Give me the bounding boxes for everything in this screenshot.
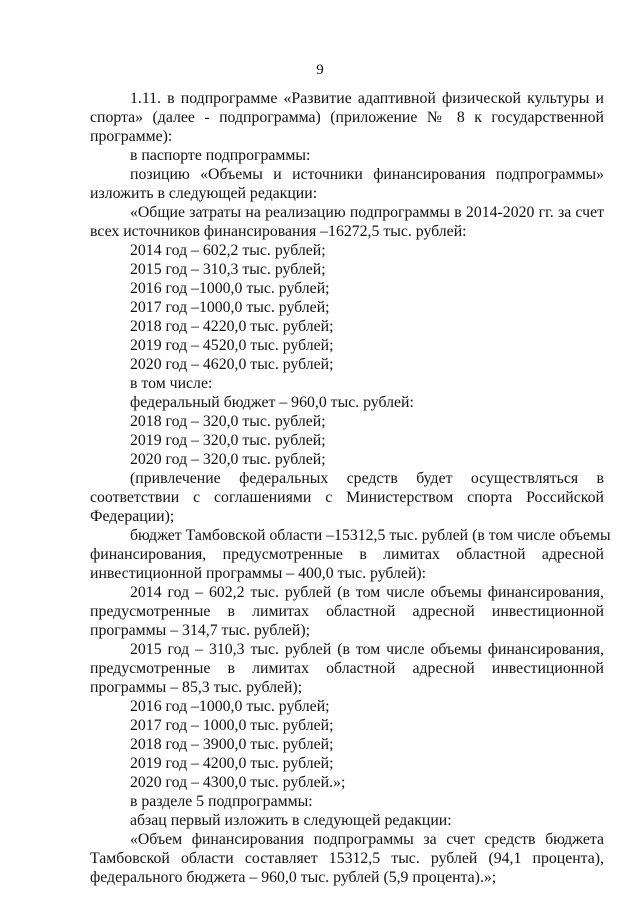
text-line: изложить в следующей редакции: [90,185,318,202]
text-line: 2018 год – 320,0 тыс. рублей; [130,413,326,430]
text-line: предусмотренные в лимитах областной адресной инвестиционной [90,603,604,620]
text-line: Тамбовской области составляет 15312,5 тыс. рублей (94,1 процента), [90,850,604,867]
text-line: 2014 год – 602,2 тыс. рублей; [130,242,326,259]
text-line: программы – 85,3 тыс. рублей); [90,679,303,696]
text-line: 2015 год – 310,3 тыс. рублей (в том числе объемы финансирования, [130,641,604,658]
text-line: 2016 год –1000,0 тыс. рублей; [130,698,330,715]
text-line: 2019 год – 4200,0 тыс. рублей; [130,755,334,772]
text-line: Федерации); [90,508,175,525]
text-line: 2019 год – 320,0 тыс. рублей; [130,432,326,449]
text-line: позицию «Объемы и источники финансирования подпрограммы» [130,166,604,183]
text-line: абзац первый изложить в следующей редакции: [130,812,452,829]
text-line: 2018 год – 4220,0 тыс. рублей; [130,318,334,335]
text-line: 2016 год –1000,0 тыс. рублей; [130,280,330,297]
text-line: 2015 год – 310,3 тыс. рублей; [130,261,326,278]
text-line: спорта» (далее - подпрограмма) (приложение № 8 к государственной [90,109,604,126]
text-line: 2020 год – 4300,0 тыс. рублей.»; [130,774,346,791]
text-line: в паспорте подпрограммы: [130,147,311,164]
text-line: 2019 год – 4520,0 тыс. рублей; [130,337,334,354]
text-line: «Объем финансирования подпрограммы за счет средств бюджета [130,831,604,848]
text-line: финансирования, предусмотренные в лимитах областной адресной [90,546,604,563]
text-line: соответствии с соглашениями с Министерством спорта Российской [90,489,604,506]
text-line: 2017 год –1000,0 тыс. рублей; [130,299,330,316]
text-line: «Общие затраты на реализацию подпрограммы в 2014-2020 гг. за счет [130,204,604,221]
text-line: предусмотренные в лимитах областной адресной инвестиционной [90,660,604,677]
text-line: федерального бюджета – 960,0 тыс. рублей (5,9 процента).»; [90,869,497,886]
text-line: в разделе 5 подпрограммы: [130,793,313,810]
text-line: бюджет Тамбовской области –15312,5 тыс. рублей (в том числе объемы [130,527,611,544]
text-line: 2020 год – 320,0 тыс. рублей; [130,451,326,468]
text-line: (привлечение федеральных средств будет осуществляться в [130,470,604,487]
text-line: 2014 год – 602,2 тыс. рублей (в том числе объемы финансирования, [130,584,604,601]
text-line: 2020 год – 4620,0 тыс. рублей; [130,356,334,373]
text-line: в том числе: [130,375,213,392]
text-line: 2018 год – 3900,0 тыс. рублей; [130,736,334,753]
text-line: инвестиционной программы – 400,0 тыс. рублей): [90,565,427,582]
text-line: всех источников финансирования –16272,5 тыс. рублей: [90,223,467,240]
page-number: 9 [316,62,324,78]
text-line: 2017 год – 1000,0 тыс. рублей; [130,717,334,734]
text-line: программы – 314,7 тыс. рублей); [90,622,310,639]
text-line: федеральный бюджет – 960,0 тыс. рублей: [130,394,414,411]
text-line: 1.11. в подпрограмме «Развитие адаптивной физической культуры и [130,90,604,107]
text-line: программе): [90,128,173,145]
